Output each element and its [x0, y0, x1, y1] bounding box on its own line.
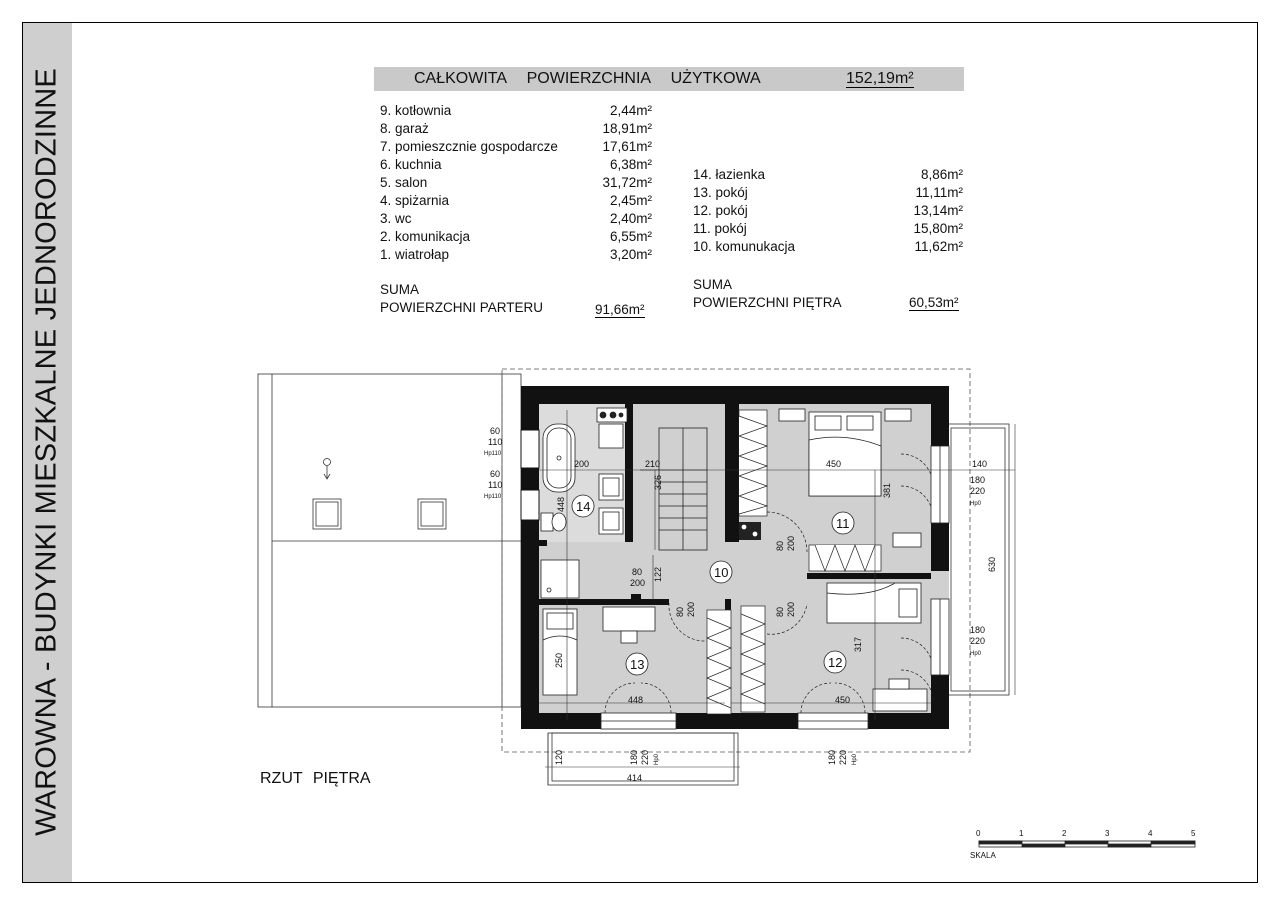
- list-item: 13. pokój 11,11m²: [693, 185, 963, 200]
- window-label: 180: [970, 475, 986, 485]
- ground-sum-line2: POWIERZCHNI PARTERU: [380, 300, 544, 315]
- upper-sum-line1: SUMA: [693, 277, 733, 292]
- bathtub: [543, 424, 575, 492]
- window-label: 180: [629, 749, 639, 765]
- door-label: 200: [786, 535, 796, 551]
- scale-tick: 1: [1019, 829, 1024, 838]
- door-label: 80: [675, 606, 685, 617]
- list-item: 3. wc 2,40m²: [380, 211, 652, 226]
- ground-sum-line1: SUMA: [380, 282, 420, 297]
- list-item: 4. spiżarnia 2,45m²: [380, 193, 652, 208]
- dim-label: 250: [554, 652, 564, 668]
- dim-label: 450: [835, 695, 851, 705]
- window-label: Hp0: [654, 753, 660, 765]
- scale-tick: 3: [1105, 829, 1110, 838]
- stove-burner: [753, 532, 758, 537]
- window-label: Hp110: [484, 451, 502, 457]
- dim-label: 630: [987, 556, 997, 572]
- dim-label: 450: [826, 459, 842, 469]
- window-label: Hp110: [484, 494, 502, 500]
- list-item: 8. garaż 18,91m²: [380, 121, 652, 136]
- dim-label: 317: [853, 636, 863, 652]
- list-item: 10. komunukacja 11,62m²: [693, 239, 963, 254]
- dim-label: 120: [554, 749, 564, 765]
- list-item: 9. kotłownia 2,44m²: [380, 103, 652, 118]
- scale-bar: [979, 841, 1195, 847]
- list-item: 14. łazienka 8,86m²: [693, 167, 963, 182]
- door-label: 80: [632, 567, 643, 577]
- window-label: 110: [488, 480, 503, 490]
- dim-label: 448: [556, 496, 566, 512]
- total-area-label: CAŁKOWITA POWIERZCHNIA UŻYTKOWA: [414, 70, 761, 87]
- list-item: 7. pomieszcznie gospodarcze 17,61m²: [380, 139, 652, 154]
- list-item: 12. pokój 13,14m²: [693, 203, 963, 218]
- room-number-13: 13: [630, 657, 645, 672]
- window-label: Hp0: [970, 651, 982, 657]
- list-item: 6. kuchnia 6,38m²: [380, 157, 652, 172]
- door-label: 200: [686, 601, 696, 617]
- scale-tick: 2: [1062, 829, 1067, 838]
- dim-label: 326: [653, 474, 663, 490]
- window-label: 110: [488, 437, 503, 447]
- window-label: 220: [970, 636, 986, 646]
- window-label: 60: [490, 469, 501, 479]
- list-item: 5. salon 31,72m²: [380, 175, 652, 190]
- room-number-11: 11: [836, 516, 850, 531]
- plan-title: RZUT PIĘTRA: [260, 770, 371, 787]
- window-label: 220: [640, 749, 650, 765]
- stove: [739, 522, 761, 540]
- scale-tick: 5: [1191, 829, 1196, 838]
- dim-label: 122: [653, 566, 663, 582]
- window-label: Hp0: [852, 753, 858, 765]
- dim-label: 210: [645, 459, 661, 469]
- window-label: 220: [970, 486, 986, 496]
- scale-label: SKALA: [970, 851, 996, 860]
- dim-label: 140: [972, 459, 988, 469]
- list-item: 2. komunikacja 6,55m²: [380, 229, 652, 244]
- roof-area: [258, 374, 521, 707]
- scale-tick: 4: [1148, 829, 1153, 838]
- dim-label: 448: [628, 695, 644, 705]
- ground-sum-value: 91,66m²: [595, 302, 645, 317]
- vertical-title: WAROWNA - BUDYNKI MIESZKALNE JEDNORODZINNE: [30, 68, 63, 836]
- door-label: 80: [775, 540, 785, 551]
- scale-tick: 0: [976, 829, 981, 838]
- total-area-value: 152,19m²: [846, 70, 914, 87]
- dim-label: 414: [627, 773, 643, 783]
- window-label: 220: [838, 749, 848, 765]
- door-label: 200: [786, 601, 796, 617]
- upper-sum-line2: POWIERZCHNI PIĘTRA: [693, 295, 842, 310]
- list-item: 1. wiatrołap 3,20m²: [380, 247, 652, 262]
- window-label: 180: [827, 749, 837, 765]
- door-label: 80: [775, 606, 785, 617]
- dim-label: 381: [882, 482, 892, 498]
- window-label: Hp0: [970, 501, 982, 507]
- door-label: 200: [630, 578, 646, 588]
- dim-label: 200: [574, 459, 590, 469]
- stove-burner: [742, 525, 747, 530]
- window-label: 180: [970, 625, 986, 635]
- room-number-10: 10: [714, 565, 729, 580]
- window-label: 60: [490, 426, 501, 436]
- list-item: 11. pokój 15,80m²: [693, 221, 963, 236]
- room-number-12: 12: [828, 655, 843, 670]
- upper-sum-value: 60,53m²: [909, 295, 959, 310]
- room-number-14: 14: [576, 499, 591, 514]
